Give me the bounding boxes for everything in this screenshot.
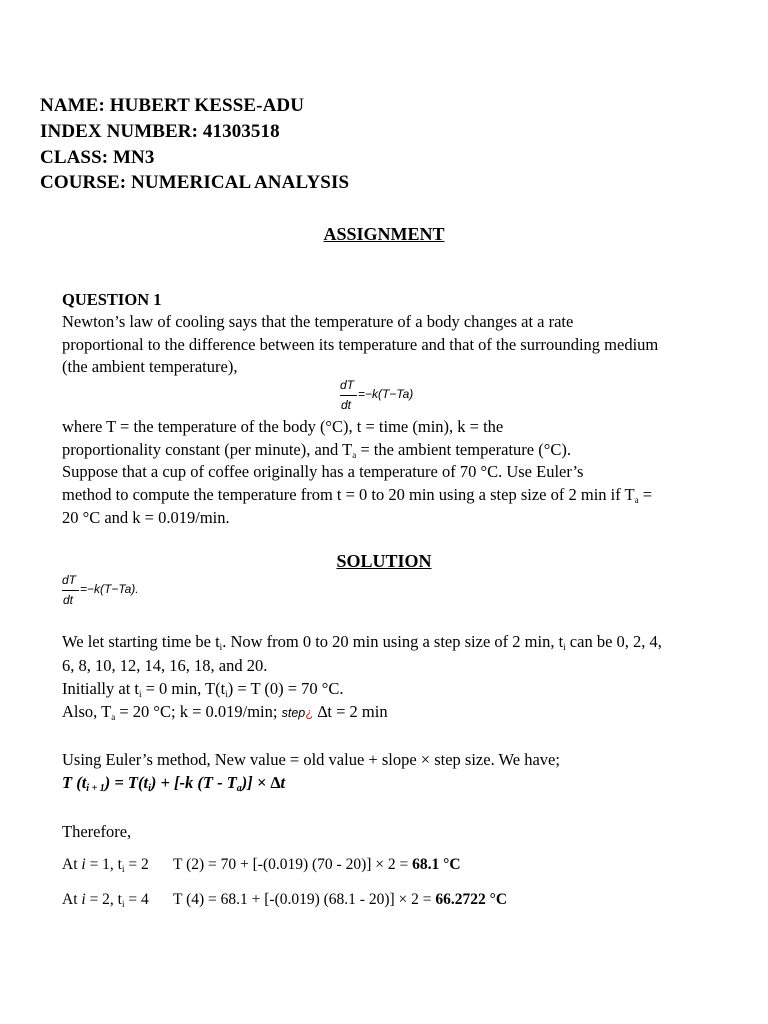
solution-equation (62, 573, 202, 609)
eq-numerator: dT (340, 378, 355, 392)
solution-para-5: Using Euler’s method, New value = old value + slope × step size. We have; (62, 750, 560, 769)
eq-rhs: =−k(T−Ta) (358, 387, 414, 401)
question-heading: QUESTION 1 (62, 290, 162, 309)
eq-denominator: dt (341, 398, 352, 412)
question-line-8: 20 °C and k = 0.019/min. (62, 508, 230, 527)
eq-rhs: =−k(T−Ta). (80, 582, 139, 596)
class-label: CLASS: MN3 (40, 147, 155, 168)
question-line-2: proportional to the difference between its temperature and that of the surrounding medium (62, 335, 659, 354)
euler-formula: T (ti + 1) = T(ti) + [-k (T - Ta)] × ∆t (62, 773, 286, 794)
therefore-label: Therefore, (62, 822, 132, 841)
question-equation (340, 378, 480, 414)
question-line-7: method to compute the temperature from t = 0 to 20 min using a step size of 2 min if $T_a$ = (62, 485, 653, 505)
calc-result-1: 68.1 °C (412, 856, 461, 873)
eq-denominator: dt (63, 593, 74, 607)
question-line-4: where T = the temperature of the body (°C), t = time (min), k = the (62, 417, 504, 436)
calc-result-2: 66.2722 °C (435, 891, 508, 908)
solution-title: SOLUTION (336, 551, 432, 571)
calc-step-1: At i = 1, $t_i = 2$ T (2) = 70 + [-(0.019) (70 - 20)] × 2 = 68.1 °C (62, 856, 461, 874)
solution-para-1: We let starting time be $t_i$. Now from 0 to 20 min using a step size of 2 min, $t_i$ can be 0, 2, 4, (62, 632, 662, 652)
solution-para-2: 6, 8, 10, 12, 14, 16, 18, and 20. (62, 656, 268, 675)
student-name: NAME: HUBERT KESSE-ADU (40, 95, 305, 116)
eq-numerator: dT (62, 573, 77, 587)
fraction-bar (62, 590, 79, 591)
index-number: INDEX NUMBER: 41303518 (40, 121, 280, 142)
fraction-bar (340, 395, 357, 396)
course-label: COURSE: NUMERICAL ANALYSIS (40, 172, 350, 193)
question-line-3: (the ambient temperature), (62, 357, 238, 376)
calc-step-2: At i = 2, $t_i = 4$ T (4) = 68.1 + [-(0.019) (68.1 - 20)] × 2 = 66.2722 °C (62, 891, 508, 909)
question-line-1: Newton’s law of cooling says that the temperature of a body changes at a rate (62, 312, 574, 331)
question-line-5: proportionality constant (per minute), and $T_a$ = the ambient temperature (°C). (62, 440, 571, 460)
question-line-6: Suppose that a cup of coffee originally has a temperature of 70 °C. Use Euler’s (62, 462, 584, 481)
solution-para-3: Initially at $t_i = 0$ min, $T(t_i) = T$ (0) = 70 °C. (62, 679, 344, 699)
solution-para-4: Also, $T_a = 20$ °C; k = 0.019/min; step¿ ∆t = 2 min (62, 702, 388, 722)
assignment-title: ASSIGNMENT (323, 224, 445, 244)
